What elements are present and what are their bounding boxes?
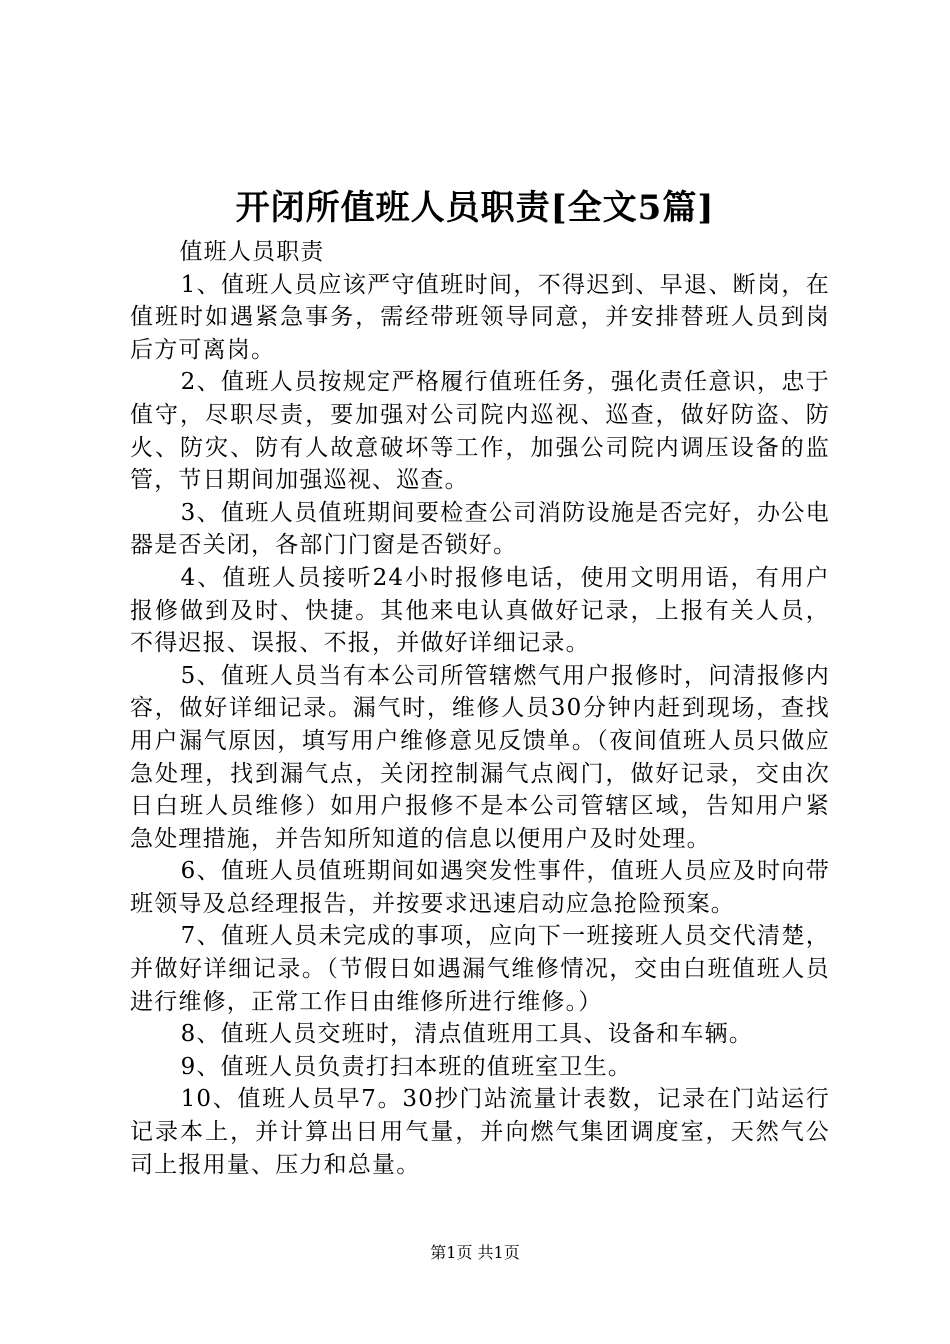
paragraph-8: 8、值班人员交班时，清点值班用工具、设备和车辆。 (180, 1021, 754, 1048)
paragraph-4: 4、值班人员接听24小时报修电话，使用文明用语，有用户报修做到及时、快捷。其他来电认真做好记录，上报有关人员，不得迟报、误报、不报，并做好详细记录。 (130, 564, 830, 657)
section-heading: 值班人员职责 (179, 239, 325, 265)
page-footer: 第1页 共1页 (430, 1243, 520, 1262)
paragraph-6: 6、值班人员值班期间如遇突发性事件，值班人员应及时向带班领导及总经理报告，并按要求迅速启动应急抢险预案。 (130, 858, 830, 917)
document-title: 开闭所值班人员职责[全文5篇] (235, 188, 715, 228)
paragraph-5: 5、值班人员当有本公司所管辖燃气用户报修时，问清报修内容，做好详细记录。漏气时，维修人员30分钟内赶到现场，查找用户漏气原因，填写用户维修意见反馈单。（夜间值班人员只做应急处理，找到漏气点，关闭控制漏气点阀门，做好记录，交由次日白班人员维修）如用户报修不是本公司管辖区域，告知用户紧急处理措施，并告知所知道的信息以便用户及时处理。 (130, 662, 830, 852)
paragraph-9: 9、值班人员负责打扫本班的值班室卫生。 (180, 1053, 633, 1080)
paragraph-1: 1、值班人员应该严守值班时间，不得迟到、早退、断岗，在值班时如遇紧急事务，需经带班领导同意，并安排替班人员到岗后方可离岗。 (130, 271, 830, 363)
paragraph-10: 10、值班人员早7。30抄门站流量计表数，记录在门站运行记录本上，并计算出日用气量，并向燃气集团调度室，天然气公司上报用量、压力和总量。 (130, 1086, 830, 1178)
paragraph-7: 7、值班人员未完成的事项，应向下一班接班人员交代清楚，并做好详细记录。（节假日如遇漏气维修情况，交由白班值班人员进行维修，正常工作日由维修所进行维修。） (130, 923, 830, 1015)
paragraph-2: 2、值班人员按规定严格履行值班任务，强化责任意识，忠于值守，尽职尽责，要加强对公司院内巡视、巡查，做好防盗、防火、防灾、防有人故意破坏等工作，加强公司院内调压设备的监管，节日期间加强巡视、巡查。 (130, 369, 830, 494)
document-body (130, 236, 830, 1181)
paragraph-3: 3、值班人员值班期间要检查公司消防设施是否完好，办公电器是否关闭，各部门门窗是否锁好。 (130, 499, 830, 559)
